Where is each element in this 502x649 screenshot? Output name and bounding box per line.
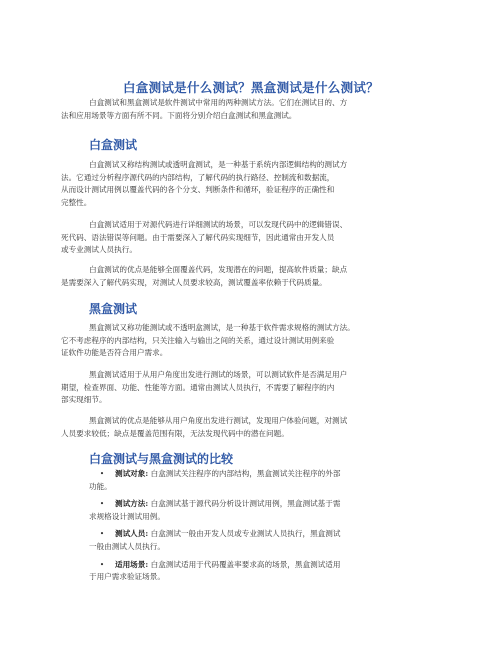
text-line: 从而设计测试用例以覆盖代码的各个分支、判断条件和循环，验证程序的正确性和 — [61, 185, 335, 195]
list-item-text: 白盒测试适用于代码覆盖率要求高的场景，黑盒测试适用 — [150, 559, 341, 569]
black-box-paragraph-3 — [61, 415, 429, 440]
text-line: 白盒测试的优点是能够全面覆盖代码，发现潜在的问题，提高软件质量；缺点 — [89, 265, 348, 274]
section-heading-black-box: 黑盒测试 — [89, 302, 138, 316]
list-item-text: 白盒测试关注程序的内部结构，黑盒测试关注程序的外部 — [150, 469, 341, 478]
bullet-icon: • — [99, 469, 105, 478]
text-line: 部实现细节。 — [61, 395, 107, 405]
list-item — [89, 468, 449, 493]
list-item-text: 一般由测试人员执行。 — [89, 541, 165, 551]
text-line: 是需要深入了解代码实现，对测试人员要求较高，测试覆盖率依赖于代码质量。 — [61, 277, 327, 287]
black-box-paragraph-1 — [61, 322, 429, 360]
bullet-icon: • — [99, 529, 105, 539]
white-box-paragraph-2 — [61, 219, 429, 257]
list-item-text: 功能。 — [89, 481, 112, 491]
list-item — [89, 559, 449, 584]
text-line: 黑盒测试的优点是能够从用户角度出发进行测试，发现用户体验问题，对测试 — [89, 416, 348, 425]
text-line: 白盒测试又称结构测试或透明盒测试，是一种基于系统内部逻辑结构的测试方 — [89, 160, 348, 169]
bullet-icon: • — [99, 559, 105, 569]
section-heading-white-box: 白盒测试 — [89, 138, 138, 152]
text-line: 死代码、语法错误等问题。由于需要深入了解代码实现细节，因此通常由开发人员 — [61, 232, 335, 242]
text-line: 证软件功能是否符合用户需求。 — [61, 348, 168, 358]
text-line: 或专业测试人员执行。 — [61, 245, 137, 255]
black-box-paragraph-2 — [61, 369, 429, 407]
list-item-term: 测试方法: — [115, 499, 149, 509]
list-item-term: 测试对象: — [115, 469, 149, 478]
white-box-paragraph-3 — [61, 264, 429, 289]
list-item-term: 适用场景: — [115, 559, 149, 569]
text-line: 白盒测试适用于对源代码进行详细测试的场景，可以发现代码中的逻辑错误、 — [89, 220, 348, 229]
text-line: 黑盒测试又称功能测试或不透明盒测试，是一种基于软件需求规格的测试方法。 — [89, 323, 355, 332]
list-item-text: 于用户需求验证场景。 — [89, 572, 165, 582]
intro-paragraph — [61, 97, 429, 122]
list-item-term: 测试人员: — [115, 529, 149, 539]
list-item-text: 白盒测试一般由开发人员或专业测试人员执行，黑盒测试 — [150, 529, 341, 539]
text-line: 完整性。 — [61, 197, 92, 207]
list-item — [89, 498, 449, 523]
text-line: 法和应用场景等方面有所不同。下面将分别介绍白盒测试和黑盒测试。 — [61, 110, 297, 120]
bullet-icon: • — [99, 499, 105, 509]
text-line: 黑盒测试适用于从用户角度出发进行测试的场景，可以测试软件是否满足用户 — [89, 370, 348, 379]
document-title: 白盒测试是什么测试？黑盒测试是什么测试？ — [122, 80, 379, 95]
section-heading-comparison: 白盒测试与黑盒测试的比较 — [89, 452, 234, 466]
text-line: 期望，检查界面、功能、性能等方面。通常由测试人员执行，不需要了解程序的内 — [61, 382, 335, 392]
white-box-paragraph-1 — [61, 159, 429, 209]
text-line: 白盒测试和黑盒测试是软件测试中常用的两种测试方法。它们在测试目的、方 — [89, 98, 348, 107]
comparison-list — [89, 468, 449, 589]
list-item-text: 求规格设计测试用例。 — [89, 511, 165, 521]
text-line: 人员要求较低；缺点是覆盖范围有限，无法发现代码中的潜在问题。 — [61, 428, 289, 438]
text-line: 它不考虑程序的内部结构，只关注输入与输出之间的关系，通过设计测试用例来验 — [61, 335, 335, 345]
list-item — [89, 528, 449, 553]
list-item-text: 白盒测试基于源代码分析设计测试用例，黑盒测试基于需 — [150, 499, 341, 509]
text-line: 法。它通过分析程序源代码的内部结构，了解代码的执行路径、控制流和数据流， — [61, 172, 335, 182]
